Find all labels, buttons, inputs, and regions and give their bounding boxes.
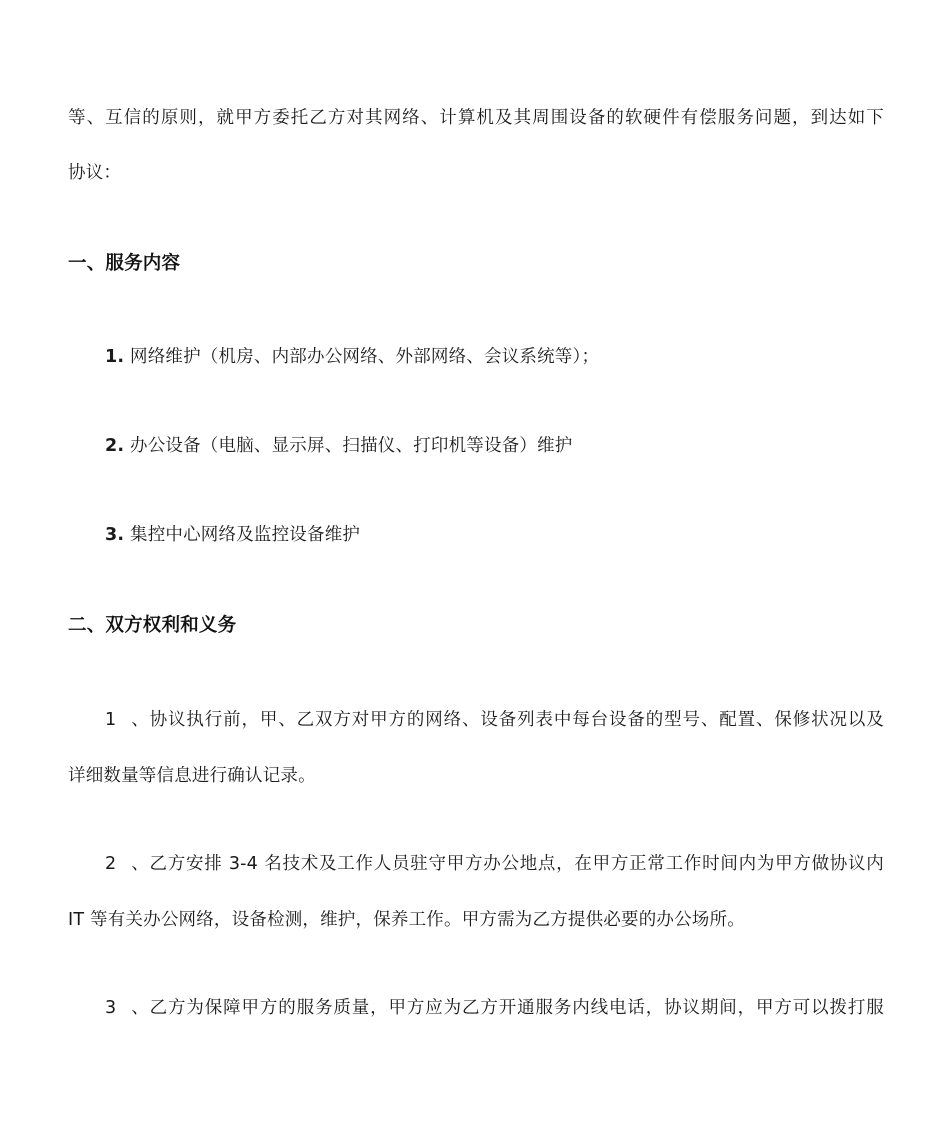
item-text: 办公设备（电脑、显示屏、扫描仪、打印机等设备）维护 [124, 436, 573, 456]
section-1-item-3 [105, 523, 884, 547]
section-1-item-2 [105, 434, 884, 458]
item-number: 2、 [105, 854, 149, 874]
item-text: 网络维护（机房、内部办公网络、外部网络、会议系统等）； [124, 347, 600, 367]
item-number: 1、 [105, 710, 149, 730]
section-2-item-2-line-2: IT 等有关办公网络，设备检测，维护，保养工作。甲方需为乙方提供必要的办公场所。 [68, 910, 745, 930]
section-2-item-1-line-2: 详细数量等信息进行确认记录。 [68, 766, 316, 786]
intro-line-1: 等、互信的原则，就甲方委托乙方对其网络、计算机及其周围设备的软硬件有偿服务问题，到达如下 [68, 108, 884, 128]
item-number: 2. [105, 436, 125, 456]
section-2-item-1-line-1 [105, 708, 884, 732]
item-number: 3、 [105, 998, 149, 1018]
intro-line-2: 协议： [68, 163, 122, 183]
item-text: 乙方为保障甲方的服务质量，甲方应为乙方开通服务内线电话，协议期间，甲方可以拨打服 [149, 998, 884, 1018]
item-text: 集控中心网络及监控设备维护 [124, 525, 361, 545]
item-text: 协议执行前，甲、乙双方对甲方的网络、设备列表中每台设备的型号、配置、保修状况以及 [149, 710, 884, 730]
section-2-item-3-line-1 [105, 996, 884, 1020]
section-1-item-1 [105, 345, 884, 369]
section-2-item-2-line-1 [105, 852, 884, 876]
section-1-heading: 一、服务内容 [68, 253, 181, 274]
item-text: 乙方安排 3-4 名技术及工作人员驻守甲方办公地点，在甲方正常工作时间内为甲方做协议内 [149, 854, 884, 874]
section-2-heading: 二、双方权利和义务 [68, 615, 237, 636]
item-number: 3. [105, 525, 125, 545]
item-number: 1. [105, 347, 125, 367]
